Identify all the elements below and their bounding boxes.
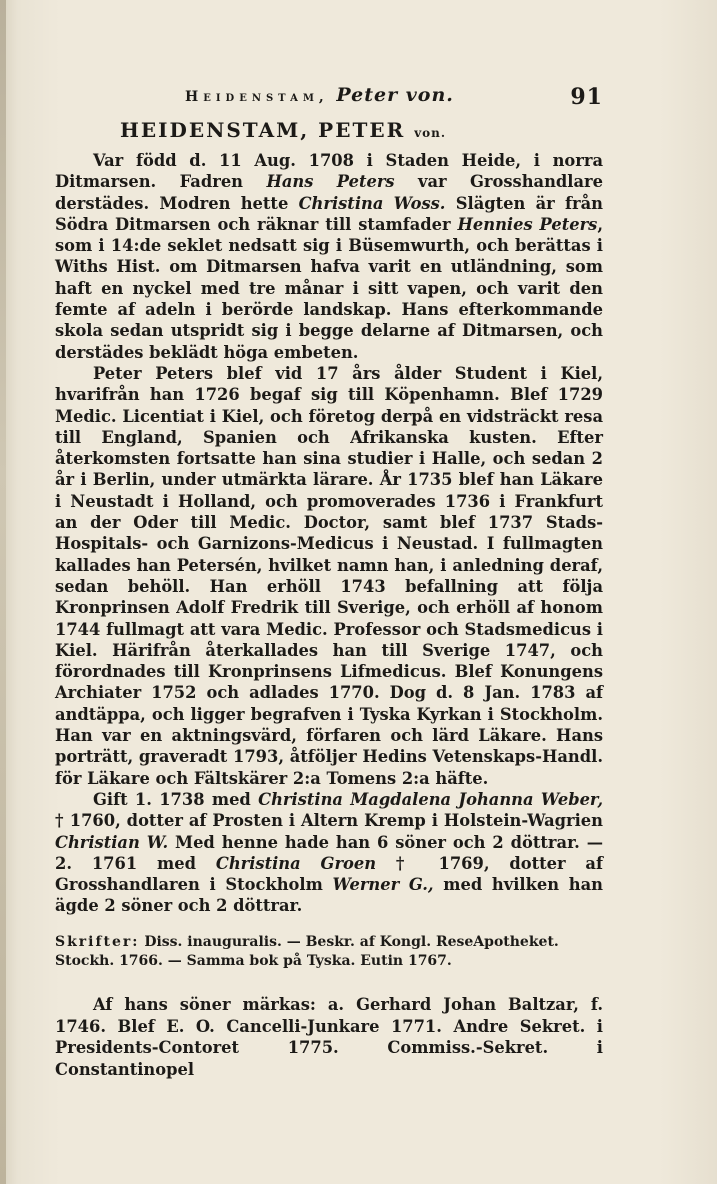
running-header-name (185, 84, 454, 106)
italic-name: Christina Woss. (298, 193, 446, 213)
body-paragraph (55, 789, 603, 917)
works-text: Diss. inauguralis. — Beskr. af Kongl. ReseApotheket. Stockh. 1766. — Samma bok på Tyska. Eutin 1767. (55, 934, 559, 969)
text-run: med hvilken han ägde 2 söner och 2 döttrar. (55, 875, 604, 916)
text-run: var Grosshandlare derstädes. Modren hette (55, 172, 603, 213)
text-run: Gift 1. 1738 med (93, 789, 259, 809)
entry-title-name: HEIDENSTAM, PETER (120, 118, 406, 142)
text-run: , som i 14:de seklet nedsatt sig i Büsemwurth, och berättas i Withs Hist. om Ditmarsen hafva varit en utländning, som haft en nyckel med tre månar i sitt vapen, och varit den femte af adeln i berörde landskap. Hans efterkommande skola sedan utspridt sig i begge delarne af Ditmarsen, och derstädes beklädt höga embeten. (55, 214, 603, 362)
text-run: † 1769, dotter af Grosshandlaren i Stockholm (55, 853, 603, 895)
italic-name: Christina Groen (215, 853, 377, 873)
works-note (55, 933, 603, 971)
italic-name: Christian W. (55, 832, 169, 852)
works-label: Skrifter: (55, 934, 140, 950)
page-number: 91 (570, 84, 603, 110)
sons-paragraph: Af hans söner märkas: a. Gerhard Johan Baltzar, f. 1746. Blef E. O. Cancelli-Junkare 1771. Andre Sekret. i Presidents-Contoret 1775. Commiss.-Sekret. i Constantinopel (55, 995, 603, 1079)
body-paragraph (55, 363, 603, 789)
italic-name: Hennies Peters (457, 214, 598, 234)
text-run: Med henne hade han 6 söner och 2 döttrar. — 2. 1761 med (55, 832, 603, 873)
running-header (55, 84, 603, 110)
body-paragraph (55, 150, 603, 363)
page-gutter (0, 0, 6, 1184)
italic-name: Christina Magdalena Johanna Weber, (258, 789, 603, 809)
entry-title (120, 118, 446, 142)
text-run: † 1760, dotter af Prosten i Altern Kremp i Holstein-Wagrien (55, 811, 603, 831)
entry-title-particle: von. (414, 126, 447, 140)
italic-name: Hans Peters (266, 172, 395, 192)
header-surname: Heidenstam, (185, 89, 329, 105)
entry-body (55, 150, 603, 917)
header-given-name: Peter von. (336, 84, 454, 106)
text-run: Slägten är från Södra Ditmarsen och räknar till stamfader (55, 193, 603, 234)
italic-name: Werner G., (332, 875, 434, 895)
text-run: Var född d. 11 Aug. 1708 i Staden Heide, i norra Ditmarsen. Fadren (55, 151, 603, 192)
sons-section (55, 994, 603, 1080)
text-run: Peter Peters blef vid 17 års ålder Student i Kiel, hvarifrån han 1726 begaf sig till Köpenhamn. Blef 1729 Medic. Licentiat i Kiel, och företog derpå en vidsträckt resa till England, Spanien och Afrikanska kusten. Efter återkomsten fortsatte han sina studier i Halle, och sedan 2 år i Berlin, under utmärkta lärare. År 1735 blef han Läkare i Neustadt i Holland, och promoverades 1736 i Frankfurt an der Oder till Medic. Doctor, samt blef 1737 Stads-Hospitals- och Garnizons-Medicus i Neustad. I fullmagten kallades han Petersén, hvilket namn han, i anledning deraf, sedan behöll. Han erhöll 1743 befallning att följa Kronprinsen Adolf Fredrik till Sverige, och erhöll af honom 1744 fullmagt att vara Medic. Professor och Stadsmedicus i Kiel. Härifrån återkallades han till Sverige 1747, och förordnades till Kronprinsens Lifmedicus. Blef Konungens Archiater 1752 och adlades 1770. Dog d. 8 Jan. 1783 af andtäppa, och ligger begrafven i Tyska Kyrkan i Stockholm. Han var en aktningsvärd, förfaren och lärd Läkare. Hans porträtt, graveradt 1793, åtföljer Hedins Vetenskaps-Handl. för Läkare och Fältskärer 2:a Tomens 2:a häfte. (55, 363, 603, 788)
